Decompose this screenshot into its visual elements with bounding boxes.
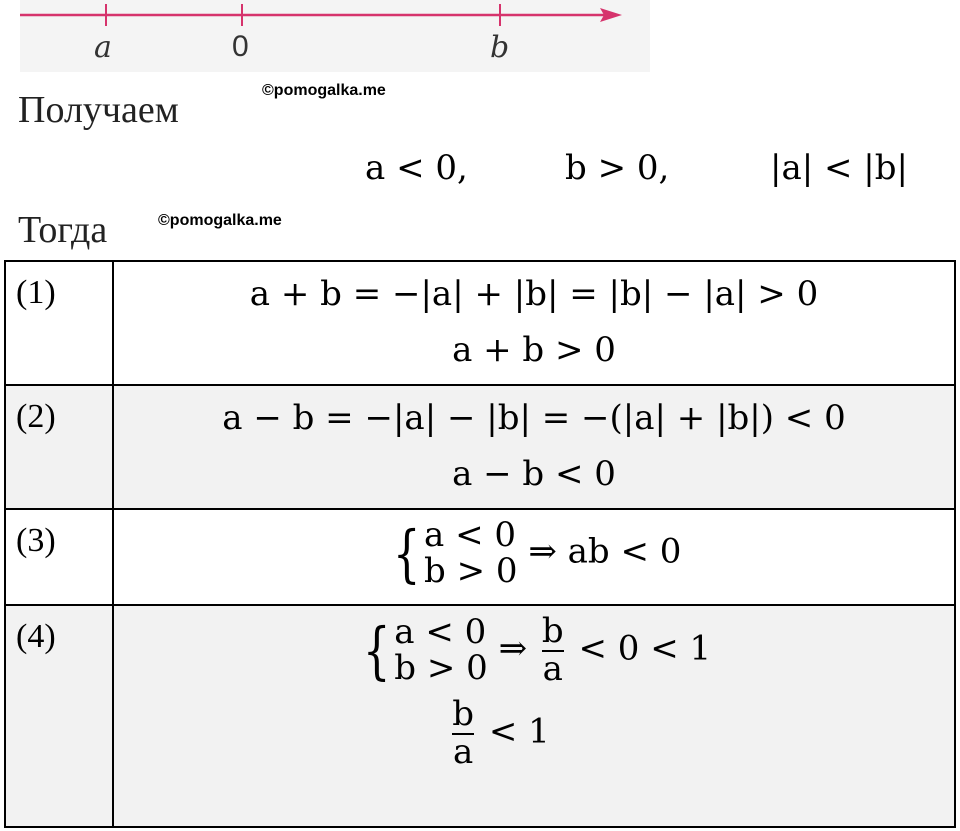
system-row: a < 0 [424, 515, 517, 555]
implies-symbol: ⇒ [498, 628, 528, 669]
equation-line: a + b = −|a| + |b| = |b| − |a| > 0 [249, 274, 819, 314]
watermark: ©pomogalka.me [262, 82, 386, 99]
row-content [113, 509, 955, 605]
fraction-denominator: a [452, 732, 474, 773]
fraction-b-over-a [452, 694, 474, 773]
equation-line: a − b < 0 [452, 454, 616, 494]
fraction-b-over-a [541, 611, 564, 689]
system-line [114, 515, 954, 591]
condition-a: a < 0, [365, 148, 468, 188]
equation-line: a − b = −|a| − |b| = −(|a| + |b|) < 0 [222, 398, 846, 438]
table-row [5, 261, 955, 385]
system-row: b > 0 [424, 550, 518, 591]
row-content [113, 605, 955, 827]
fraction-numerator: b [452, 694, 474, 735]
condition-abs: |a| < |b| [770, 148, 908, 188]
system-line [114, 611, 954, 689]
number-line-label-b: b [490, 30, 510, 65]
fraction-numerator: b [541, 611, 564, 651]
received-heading: Получаем [18, 89, 179, 131]
row-number: (1) [5, 261, 113, 385]
watermark: ©pomogalka.me [158, 212, 282, 229]
system-row: a < 0 [394, 612, 487, 652]
final-line [114, 694, 954, 773]
implication-result: ⇒ ab < 0 [528, 531, 682, 572]
table-row [5, 605, 955, 827]
number-line-axis [20, 0, 650, 72]
system-of-inequalities [357, 612, 488, 688]
number-line-label-zero: 0 [232, 30, 249, 63]
table-row [5, 509, 955, 605]
row-content [113, 261, 955, 385]
brace-symbol: { [392, 516, 421, 590]
inequality-result: < 0 < 1 [578, 628, 712, 669]
condition-b: b > 0, [565, 148, 670, 188]
equation-line: a + b > 0 [452, 330, 616, 370]
number-line-label-a: a [94, 30, 112, 65]
table-row [5, 385, 955, 509]
system-of-inequalities [387, 515, 518, 591]
solution-table [4, 260, 956, 828]
system-row: b > 0 [394, 647, 488, 688]
row-number: (3) [5, 509, 113, 605]
row-content [113, 385, 955, 509]
number-line [20, 0, 650, 72]
then-heading: Тогда [18, 209, 108, 251]
fraction-denominator: a [542, 648, 563, 689]
row-number: (4) [5, 605, 113, 827]
row-number: (2) [5, 385, 113, 509]
brace-symbol: { [362, 613, 391, 687]
final-result: < 1 [488, 712, 550, 753]
